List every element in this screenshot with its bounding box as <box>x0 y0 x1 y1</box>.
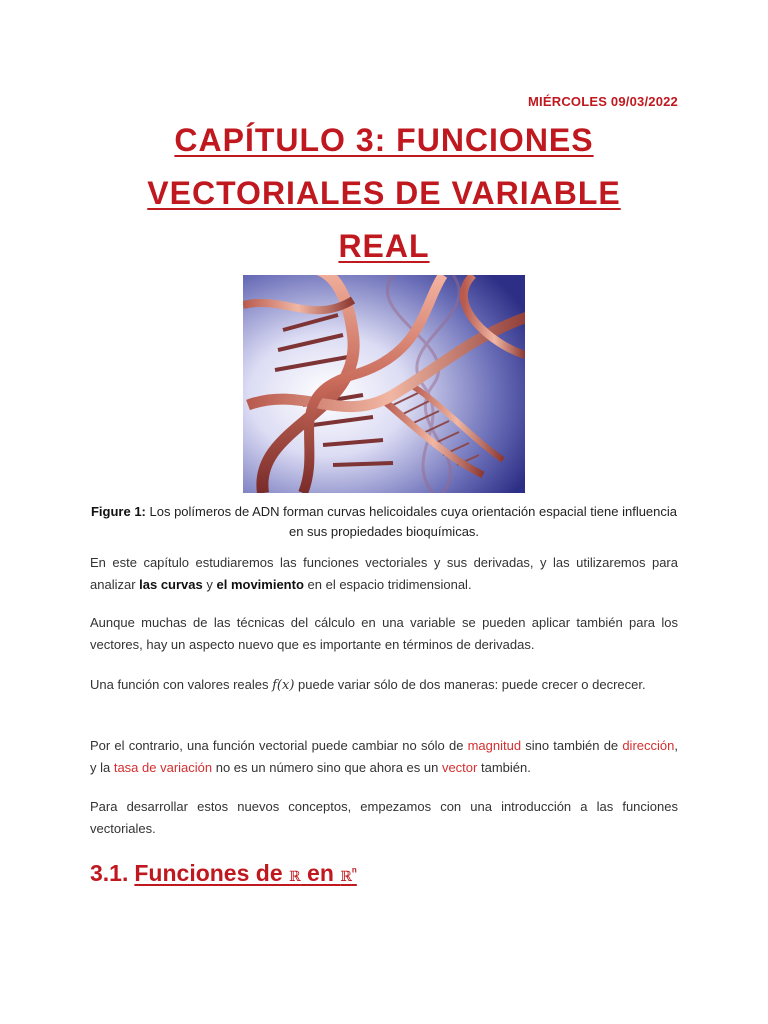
paragraph-2: Aunque muchas de las técnicas del cálculo en una variable se pueden aplicar también para los vectores, hay un aspecto nuevo que es importante en términos de derivadas. <box>90 615 678 652</box>
dna-helix-image <box>243 275 525 493</box>
chapter-title <box>0 114 768 273</box>
section-title: Funciones de ℝ en ℝ$^n$ <box>134 860 357 886</box>
paragraph-4: Por el contrario, una función vectorial puede cambiar no sólo de magnitud sino también de dirección, y la tasa de variación no es un número sino que ahora es un vector también. <box>90 738 678 775</box>
paragraph-3: Una función con valores reales f(x) puede variar sólo de dos maneras: puede crecer o decrecer. <box>90 677 646 693</box>
superscript-n: n <box>351 865 357 875</box>
bold-movement: el movimiento <box>216 577 304 592</box>
figure-caption <box>90 502 678 542</box>
math-fx: f(x) <box>272 678 295 693</box>
bold-curves: las curvas <box>139 577 203 592</box>
set-r: ℝ <box>289 869 301 885</box>
paragraph-5: Para desarrollar estos nuevos conceptos, empezamos con una introducción a las funciones vectoriales. <box>90 799 678 836</box>
title-line-3: REAL <box>338 228 430 264</box>
paragraph-1: En este capítulo estudiaremos las funciones vectoriales y sus derivadas, y las utilizaremos para analizar las curvas y el movimiento en el espacio tridimensional. <box>90 555 678 592</box>
date-header: MIÉRCOLES 09/03/2022 <box>528 94 678 109</box>
term-direccion: dirección <box>622 738 675 753</box>
figure-caption-text: Los polímeros de ADN forman curvas helicoidales cuya orientación espacial tiene influencia en sus propiedades bioquímicas. <box>145 504 678 539</box>
term-vector: vector <box>441 760 478 775</box>
title-line-1: CAPÍTULO 3: FUNCIONES <box>174 122 594 158</box>
term-magnitud: magnitud <box>467 738 522 753</box>
figure-label: Figure 1: <box>90 504 146 519</box>
section-heading <box>90 860 357 887</box>
term-tasa-variacion: tasa de variación <box>113 760 213 775</box>
title-line-2: VECTORIALES DE VARIABLE <box>147 175 621 211</box>
set-rn: ℝ <box>340 869 352 885</box>
section-number: 3.1. <box>90 860 129 886</box>
